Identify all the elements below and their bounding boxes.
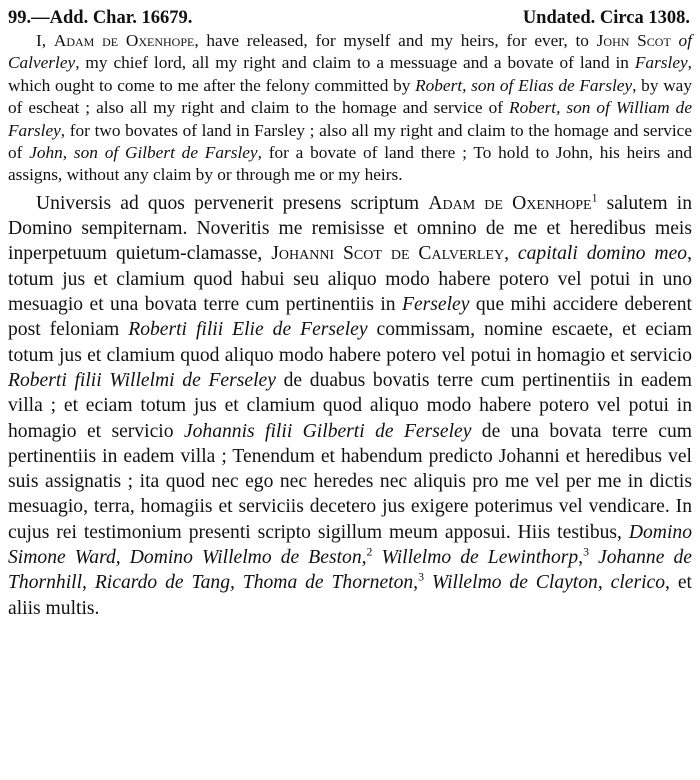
latin-text: , totum jus et clamium quod habui seu aliquo modo habere potero vel potui in uno mesuagio et una bovata terre cum pertinentiis in bbox=[8, 243, 692, 316]
witness-names: Willelmo de Clayton, clerico bbox=[431, 572, 666, 594]
latin-text: commissam, nomine escaete, et eciam totum jus et clamium quod aliquo modo habere potero vel potui in homagio et servicio bbox=[8, 319, 692, 366]
place-name: Ferseley bbox=[402, 294, 470, 316]
witness-names: Willelmo de Lewinthorp, bbox=[381, 547, 584, 568]
witness-names: Johanne de Thornhill, Ricardo de Tang, Thoma de Thorneton, bbox=[8, 547, 692, 594]
footnote-marker: 3 bbox=[418, 570, 424, 584]
person-name: Robert, son of William de Farsley bbox=[8, 98, 692, 140]
latin-paragraph bbox=[8, 191, 692, 621]
latin-text: que mihi accidere deberent post feloniam bbox=[8, 294, 692, 341]
grantee-name: John Scot bbox=[596, 31, 671, 50]
grantor-name: Adam de Oxenhope bbox=[53, 31, 195, 50]
latin-text: salutem in Domino sempiternam. Noveritis me remisisse et omnino de me et heredibus meis inperpetuum quietum-clamasse, bbox=[8, 192, 692, 265]
entry-header bbox=[8, 6, 692, 30]
summary-text: , my chief lord, all my right and claim to a messuage and a bovate of land in bbox=[75, 53, 635, 73]
summary-text bbox=[671, 31, 679, 50]
latin-text: , et aliis multis. bbox=[8, 572, 692, 619]
latin-charter-text bbox=[8, 191, 692, 621]
grantee-name: Johanni Scot de Calverley bbox=[271, 243, 505, 265]
grantor-name: Adam de Oxenhope bbox=[428, 192, 592, 214]
grantee-title: capitali domino meo bbox=[517, 243, 688, 265]
summary-paragraph bbox=[8, 30, 692, 187]
footnote-marker: 2 bbox=[366, 545, 373, 559]
person-name: John, son of Gilbert de Farsley bbox=[29, 143, 258, 163]
summary-text: , by way of escheat ; also all my right and claim to the homage and service of bbox=[8, 75, 692, 118]
latin-text: de una bovata terre cum pertinentiis in eadem villa ; Tenendum et habendum predicto Johanni et heredibus vel suis assignatis ; ita quod nec ego nec heredes nec aliquis pro me vel per me in dictis mesuagio, terra, homagiis et serviciis decetero jus exigere poterimus vel vendicare. In cujus rei testimonium presenti scripto sigillum meum apposui. Hiis testibus, bbox=[8, 420, 692, 543]
person-name: Robert, son of Elias de Farsley bbox=[415, 75, 633, 95]
latin-text bbox=[424, 572, 432, 593]
summary-text: , have released, for myself and my heirs, for ever, to bbox=[194, 31, 597, 50]
entry-date: Undated. Circa 1308. bbox=[522, 8, 690, 28]
grantee-place: of Calverley bbox=[8, 31, 692, 73]
person-name: Johannis filii Gilberti de Ferseley bbox=[183, 420, 472, 442]
latin-text: Universis ad quos pervenerit presens scriptum bbox=[36, 192, 429, 214]
english-summary bbox=[8, 30, 692, 187]
entry-reference: 99.—Add. Char. 16679. bbox=[8, 8, 193, 28]
place-name: Farsley bbox=[634, 53, 688, 73]
witness-names: Domino Simone Ward, Domino Willelmo de Beston, bbox=[8, 521, 692, 568]
person-name: Roberti filii Elie de Ferseley bbox=[128, 319, 368, 341]
summary-text: , for a bovate of land there ; To hold to John, his heirs and assigns, without any claim by or through me or my heirs. bbox=[8, 143, 693, 185]
latin-text: , bbox=[504, 243, 518, 265]
footnote-marker: 3 bbox=[583, 545, 589, 559]
summary-text: , which ought to come to me after the felony committed by bbox=[8, 53, 692, 95]
person-name: Roberti filii Willelmi de Ferseley bbox=[8, 369, 276, 391]
latin-text: de duabus bovatis terre cum pertinentiis in eadem villa ; et eciam totum jus et clamium quod aliquo modo habere potero vel potui in homagio et servicio bbox=[8, 369, 692, 442]
latin-text bbox=[589, 547, 598, 568]
summary-text: , for two bovates of land in Farsley ; also all my right and claim to the homage and service of bbox=[8, 120, 692, 163]
footnote-marker: 1 bbox=[591, 191, 598, 205]
summary-text: I, bbox=[36, 31, 54, 50]
